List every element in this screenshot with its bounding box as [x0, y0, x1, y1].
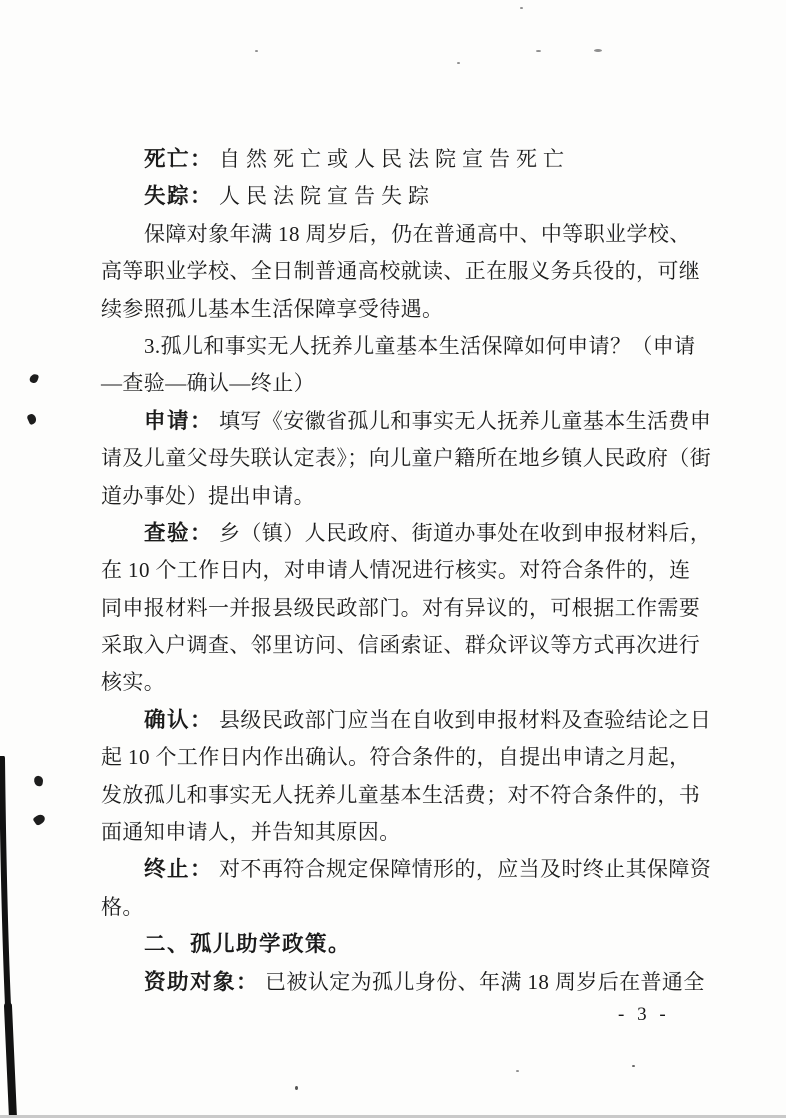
document-body [101, 141, 711, 1001]
text-line [101, 889, 711, 926]
line-label: 确认： [144, 707, 214, 732]
scan-edge-line [0, 756, 20, 1118]
line-text: 3.孤儿和事实无人抚养儿童基本生活保障如何申请？（申请 [144, 333, 696, 358]
text-line [101, 552, 711, 589]
text-line [101, 216, 711, 253]
line-label: 死亡： [144, 147, 214, 171]
text-line [101, 178, 711, 215]
text-line [101, 814, 711, 851]
text-line [101, 141, 711, 178]
text-line [101, 440, 711, 477]
line-label: 失踪： [144, 184, 214, 209]
text-line [101, 627, 711, 664]
line-text: —查验—确认—终止） [101, 371, 315, 396]
scan-speck [457, 62, 460, 64]
line-text: 对不再符合规定保障情形的，应当及时终止其保障资 [219, 857, 712, 882]
line-text: 同申报材料一并报县级民政部门。对有异议的，可根据工作需要 [101, 595, 701, 620]
line-text: 保障对象年满 18 周岁后，仍在普通高中、中等职业学校、 [144, 221, 691, 246]
scan-speck [594, 49, 602, 52]
line-text: 面通知申请人，并告知其原因。 [101, 820, 401, 845]
line-label: 申请： [144, 408, 214, 433]
scan-speck [255, 50, 258, 52]
line-text: 核实。 [101, 670, 166, 695]
line-label: 查验： [144, 520, 214, 545]
line-label: 资助对象： [144, 969, 260, 994]
text-line [101, 739, 711, 776]
text-line [101, 590, 711, 627]
line-text: 采取入户调查、邻里访问、信函索证、群众评议等方式再次进行 [101, 633, 701, 658]
line-text: 续参照孤儿基本生活保障享受待遇。 [101, 296, 444, 321]
page-number: - 3 - [618, 1004, 670, 1025]
scan-speck [520, 7, 523, 9]
line-text: 乡（镇）人民政府、街道办事处在收到申报材料后， [219, 520, 712, 545]
text-line [101, 515, 711, 552]
line-text: 高等职业学校、全日制普通高校就读、正在服义务兵役的，可继 [101, 259, 701, 284]
text-line [101, 851, 711, 888]
text-line [101, 328, 711, 365]
line-text: 格。 [101, 894, 144, 919]
line-text: 道办事处）提出申请。 [101, 483, 315, 508]
line-text: 县级民政部门应当在自收到申报材料及查验结论之日 [219, 707, 712, 732]
ink-smudge [33, 775, 44, 786]
line-label: 终止： [144, 857, 214, 882]
scan-speck [295, 1086, 298, 1090]
text-line [101, 403, 711, 440]
text-line [101, 777, 711, 814]
scan-speck [536, 50, 541, 52]
text-line [101, 926, 711, 963]
ink-smudge [26, 413, 37, 425]
line-text: 已被认定为孤儿身份、年满 18 周岁后在普通全 [265, 969, 705, 994]
line-text: 自然死亡或人民法院宣告死亡 [219, 147, 571, 171]
line-text: 起 10 个工作日内作出确认。符合条件的，自提出申请之月起， [101, 745, 691, 770]
line-label: 二、孤儿助学政策。 [144, 932, 352, 957]
line-text: 人民法院宣告失踪 [219, 184, 436, 209]
line-text: 填写《安徽省孤儿和事实无人抚养儿童基本生活费申 [219, 408, 712, 433]
ink-smudge [29, 373, 39, 384]
line-text: 请及儿童父母失联认定表》；向儿童户籍所在地乡镇人民政府（街 [101, 446, 712, 471]
text-line [101, 964, 711, 1001]
line-text: 在 10 个工作日内，对申请人情况进行核实。对符合条件的，连 [101, 558, 691, 583]
scan-speck [516, 1070, 519, 1072]
text-line [101, 702, 711, 739]
text-line [101, 253, 711, 290]
text-line [101, 291, 711, 328]
text-line [101, 478, 711, 515]
text-line [101, 365, 711, 402]
text-line [101, 664, 711, 701]
scan-speck [632, 1065, 635, 1067]
line-text: 发放孤儿和事实无人抚养儿童基本生活费；对不符合条件的，书 [101, 782, 701, 807]
ink-smudge [32, 813, 46, 827]
